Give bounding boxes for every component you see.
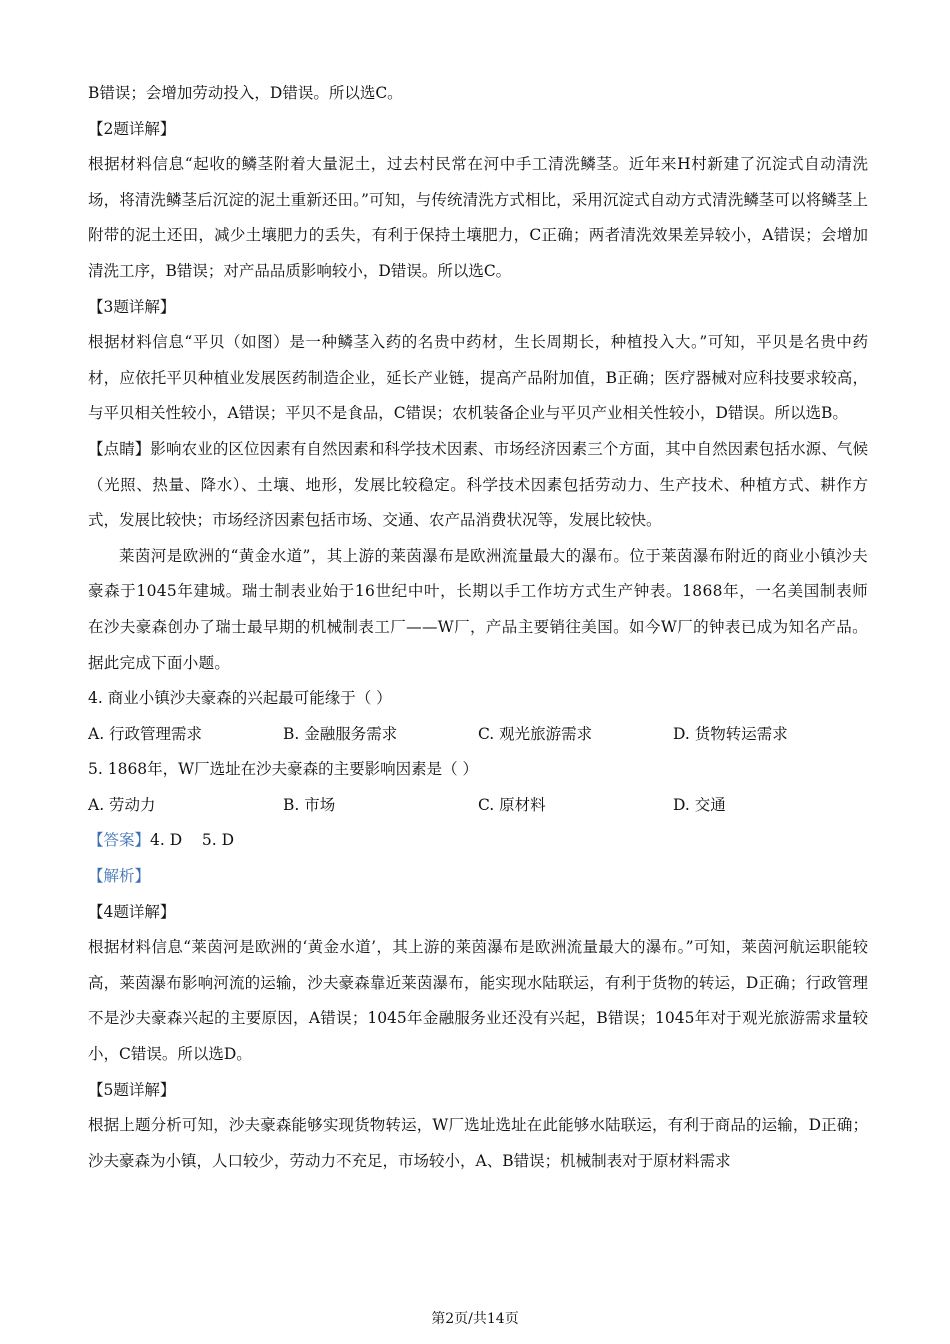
option-c: C. 原材料: [478, 795, 546, 814]
paragraph-q1-end: B错误；会增加劳动投入，D错误。所以选C。: [88, 84, 403, 102]
heading-q4-detail: 【4题详解】: [88, 902, 176, 921]
question-4-stem: 4. 商业小镇沙夫豪森的兴起最可能缘于（ ）: [88, 689, 392, 708]
material-passage: 莱茵河是欧洲的“黄金水道”，其上游的莱茵瀑布是欧洲流量最大的瀑布。位于莱茵瀑布附近的商业小镇沙夫豪森于1045年建城。瑞士制表业始于16世纪中叶，长期以手工作坊方式生产钟表。1868年，一名美国制表师在沙夫豪森创办了瑞士最早期的机械制表工厂——W厂，产品主要销往美国。如今W厂的钟表已成为知名产品。据此完成下面小题。: [88, 546, 868, 672]
question-5-stem: 5. 1868年，W厂选址在沙夫豪森的主要影响因素是（ ）: [88, 760, 479, 779]
document-body: [88, 76, 868, 1179]
option-b: B. 金融服务需求: [283, 724, 398, 743]
paragraph-q3-detail: 根据材料信息“平贝（如图）是一种鳞茎入药的名贵中药材，生长周期长，种植投入大。”可知，平贝是名贵中药材，应依托平贝种植业发展医药制造企业，延长产业链，提高产品附加值，B正确；医疗器械对应科技要求较高，与平贝相关性较小，A错误；平贝不是食品，C错误；农机装备企业与平贝产业相关性较小，D错误。所以选B。: [88, 333, 868, 423]
heading-q2-detail: 【2题详解】: [88, 119, 176, 138]
option-a: A. 劳动力: [88, 795, 156, 814]
paragraph-q5-detail: 根据上题分析可知，沙夫豪森能够实现货物转运，W厂选址选址在此能够水陆联运，有利于商品的运输，D正确；沙夫豪森为小镇，人口较少，劳动力不充足，市场较小，A、B错误；机械制表对于原材料需求: [88, 1116, 868, 1170]
paragraph-dianjing: 【点睛】影响农业的区位因素有自然因素和科学技术因素、市场经济因素三个方面，其中自然因素包括水源、气候（光照、热量、降水）、土壤、地形，发展比较稳定。科学技术因素包括劳动力、生产技术、种植方式、耕作方式，发展比较快；市场经济因素包括市场、交通、农产品消费状况等，发展比较快。: [88, 439, 868, 530]
option-d: D. 交通: [673, 795, 726, 814]
option-b: B. 市场: [283, 795, 336, 814]
answer-label: 【答案】: [88, 831, 151, 850]
answer-line: [88, 823, 868, 859]
answer-text: 4. D 5. D: [150, 831, 235, 850]
heading-q5-detail: 【5题详解】: [88, 1080, 176, 1099]
page-footer: 第2页/共14页: [431, 1311, 519, 1327]
heading-q3-detail: 【3题详解】: [88, 297, 176, 316]
analysis-label: 【解析】: [88, 867, 151, 886]
option-c: C. 观光旅游需求: [478, 724, 593, 743]
option-d: D. 货物转运需求: [673, 724, 788, 743]
question-4-options: [88, 717, 868, 753]
option-a: A. 行政管理需求: [88, 724, 203, 743]
paragraph-q4-detail: 根据材料信息“莱茵河是欧洲的‘黄金水道’，其上游的莱茵瀑布是欧洲流量最大的瀑布。”可知，莱茵河航运职能较高，莱茵瀑布影响河流的运输，沙夫豪森靠近莱茵瀑布，能实现水陆联运，有利于货物的转运，D正确；行政管理不是沙夫豪森兴起的主要原因，A错误；1045年金融服务业还没有兴起，B错误；1045年对于观光旅游需求量较小，C错误。所以选D。: [88, 938, 868, 1064]
paragraph-q2-detail: 根据材料信息“起收的鳞茎附着大量泥土，过去村民常在河中手工清洗鳞茎。近年来H村新建了沉淀式自动清洗场，将清洗鳞茎后沉淀的泥土重新还田。”可知，与传统清洗方式相比，采用沉淀式自动方式清洗鳞茎可以将鳞茎上附带的泥土还田，减少土壤肥力的丢失，有利于保持土壤肥力，C正确；两者清洗效果差异较小，A错误；会增加清洗工序，B错误；对产品品质影响较小，D错误。所以选C。: [88, 155, 868, 280]
question-5-options: [88, 788, 868, 824]
